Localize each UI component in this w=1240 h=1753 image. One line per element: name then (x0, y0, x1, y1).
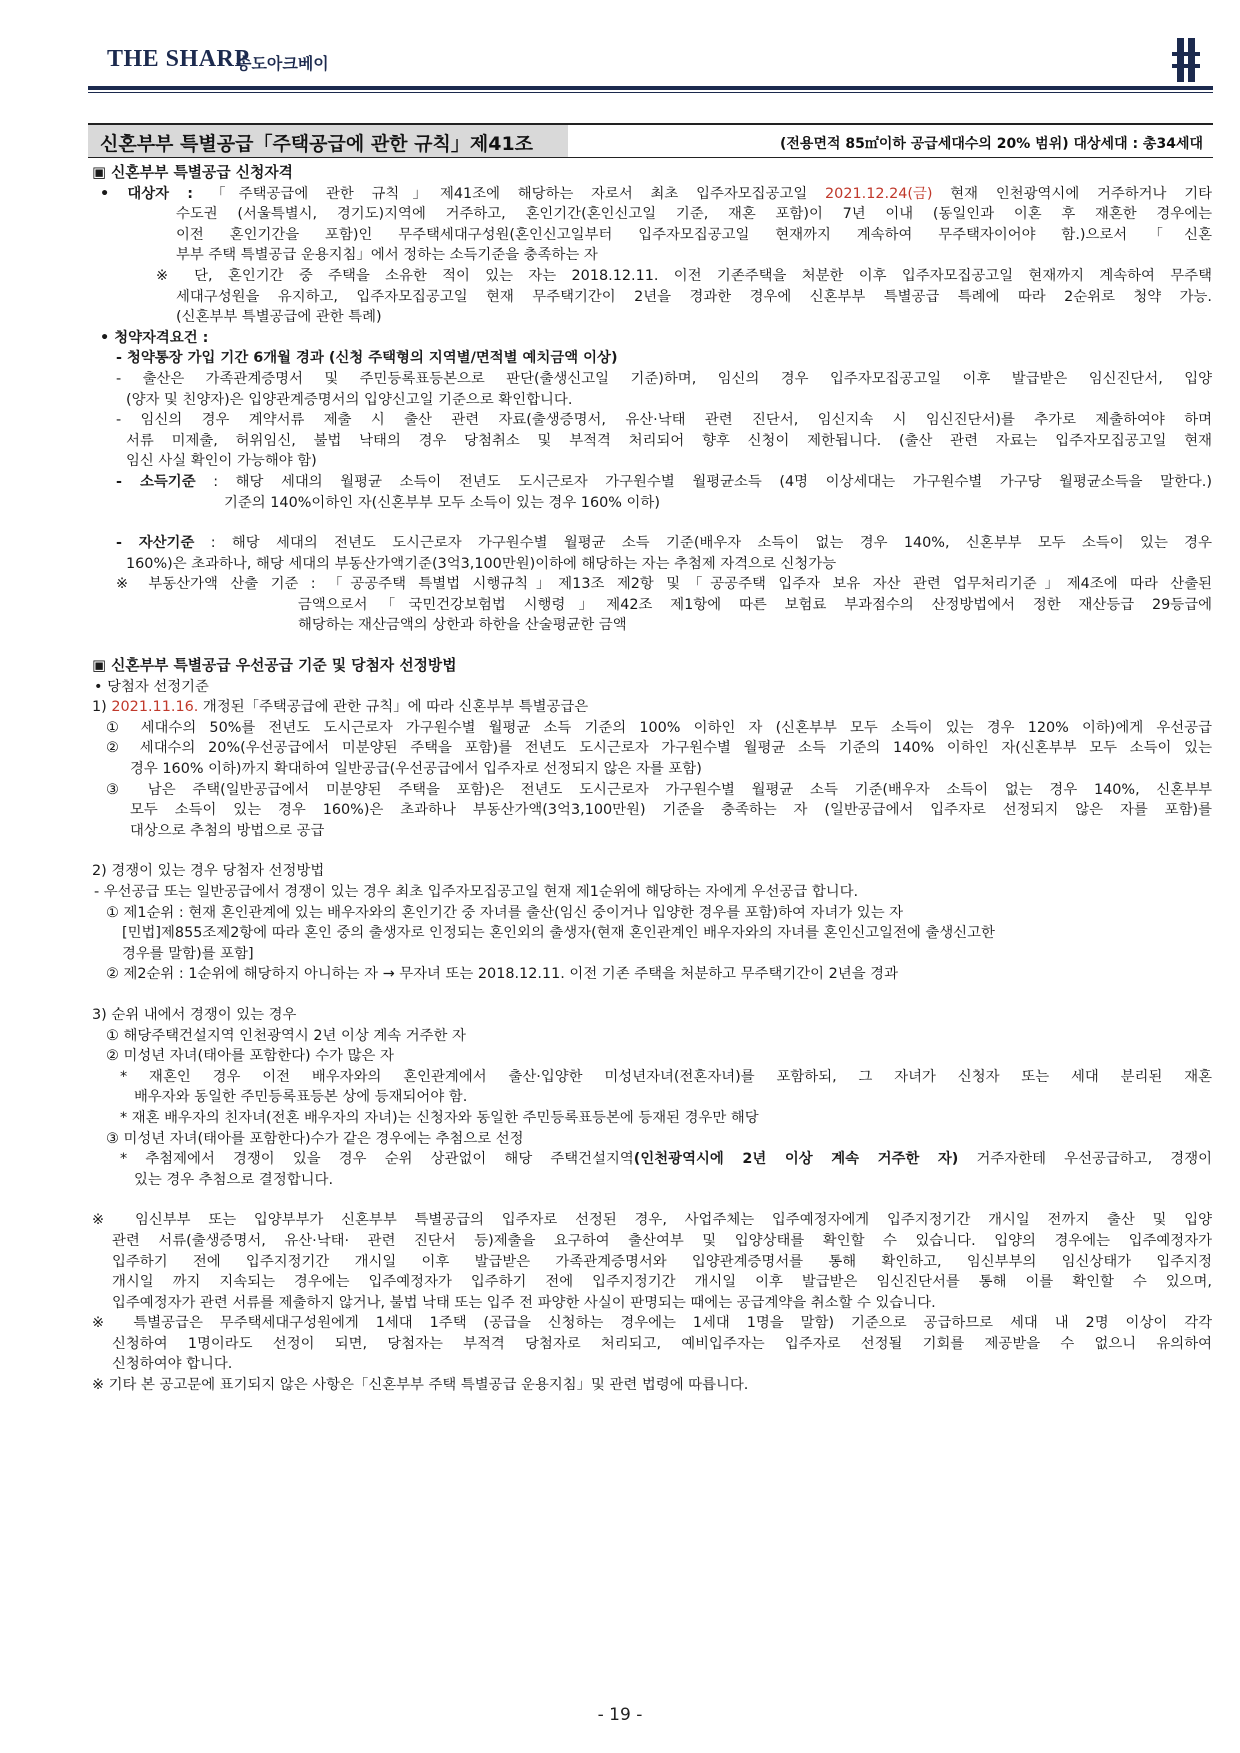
text-line: 경우를 말함)를 포함] (122, 945, 254, 962)
note-line: 신청하여야 합니다. (112, 1356, 233, 1373)
text-line: ※ 부동산가액 산출 기준 : 「공공주택 특별법 시행규칙」제13조 제2항 및「공공주택 입주자 보유 자산 관련 업무처리기준」제4조에 따라 산출된 (116, 576, 1213, 593)
text-line: - 우선공급 또는 일반공급에서 경쟁이 있는 경우 최초 입주자모집공고일 현재 제1순위에 해당하는 자에게 우선공급 합니다. (94, 884, 859, 900)
text-line: 모두 소득이 있는 경우 160%)은 초과하나 부동산가액(3억3,100만원) 기준을 충족하는 자 (일반공급에서 입주자로 선정되지 않은 자를 포함)를 (130, 802, 1212, 819)
section-title-note: (전용면적 85㎡이하 공급세대수의 20% 범위) 대상세대 : 총34세대 (780, 136, 1203, 152)
section-title-bar (88, 123, 1213, 158)
text-line: • 당첨자 선정기준 (94, 678, 209, 695)
note-line: 개시일 까지 지속되는 경우에는 입주예정자가 입주하기 전에 입주지정기간 개시일 이후 발급받은 임신진단서를 통해 이를 확인할 수 있으며, (112, 1274, 1212, 1291)
heading-priority: ▣ 신혼부부 특별공급 우선공급 기준 및 당첨자 선정방법 (92, 657, 457, 675)
header-rule (88, 86, 1213, 90)
text-line: 1) 2021.11.16. 개정된「주택공급에 관한 규칙」에 따라 신혼부부 특별공급은 (92, 699, 589, 716)
text-line: ② 세대수의 20%(우선공급에서 미분양된 주택을 포함)를 전년도 도시근로자 가구원수별 월평균 소득 기준의 140% 이하인 자(신혼부부 모두 소득이 있는 (106, 740, 1212, 757)
subscription-period-line: - 청약통장 가입 기간 6개월 경과 (신청 주택형의 지역별/면적별 예치금액 이상) (116, 350, 618, 367)
text-line: - 임신의 경우 계약서류 제출 시 출산 관련 자료(출생증명서, 유산·낙태 관련 진단서, 임신지속 시 임신진단서)를 추가로 제출하여야 하며 (116, 412, 1212, 429)
text-line: * 재혼 배우자의 친자녀(전혼 배우자의 자녀)는 신청자와 동일한 주민등록표등본에 등재된 경우만 해당 (120, 1109, 759, 1126)
text-line: ※ 단, 혼인기간 중 주택을 소유한 적이 있는 자는 2018.12.11. 이전 기존주택을 처분한 이후 입주자모집공고일 현재까지 계속하여 무주택 (156, 267, 1212, 284)
text-line: ③ 미성년 자녀(태아를 포함한다)수가 같은 경우에는 추첨으로 선정 (106, 1130, 524, 1147)
header-rule-thin (88, 92, 1213, 93)
text-line: - 출산은 가족관계증명서 및 주민등록표등본으로 판단(출생신고일 기준)하며, 임신의 경우 입주자모집공고일 이후 발급받은 임신진단서, 입양 (116, 370, 1212, 387)
text-line: ② 미성년 자녀(태아를 포함한다) 수가 많은 자 (106, 1048, 394, 1065)
asset-criteria-line: - 자산기준 : 해당 세대의 전년도 도시근로자 가구원수별 월평균 소득 기준(배우자 소득이 없는 경우 140%, 신혼부부 모두 소득이 있는 경우 (116, 535, 1212, 552)
text-line: 2) 경쟁이 있는 경우 당첨자 선정방법 (92, 863, 325, 880)
text-line: 160%)은 초과하나, 해당 세대의 부동산가액기준(3억3,100만원)이하에 해당하는 자는 추첨제 자격으로 신청가능 (126, 555, 837, 572)
text-line: 배우자와 동일한 주민등록표등본 상에 등재되어야 함. (134, 1089, 468, 1106)
brand-subtitle: 송도아크베이 (236, 54, 329, 73)
page-number: - 19 - (597, 1705, 643, 1725)
lottery-priority-line: * 추첨제에서 경쟁이 있을 경우 순위 상관없이 해당 주택건설지역(인천광역시에 2년 이상 계속 거주한 자) 거주자한테 우선공급하고, 경쟁이 (120, 1151, 1212, 1168)
note-line: 입주하기 전에 입주지정기간 개시일 이후 발급받은 가족관계증명서와 입양관계증명서를 통해 확인하고, 임신부부의 임신상태가 입주지정 (112, 1253, 1212, 1270)
text-line: (신혼부부 특별공급에 관한 특례) (176, 309, 382, 326)
text-line: 수도권 (서울특별시, 경기도)지역에 거주하고, 혼인기간(혼인신고일 기준, 재혼 포함)이 7년 이내 (동일인과 이혼 후 재혼한 경우에는 (176, 206, 1212, 223)
text-line: [민법]제855조제2항에 따라 혼인 중의 출생자로 인정되는 혼인외의 출생자(현재 혼인관계인 배우자와의 자녀를 혼인신고일전에 출생신고한 (122, 925, 995, 942)
the-sharp-logo-icon (1172, 38, 1200, 82)
text-line: 있는 경우 추첨으로 결정합니다. (134, 1171, 334, 1188)
text-line: ① 세대수의 50%를 전년도 도시근로자 가구원수별 월평균 소득 기준의 100% 이하인 자 (신혼부부 모두 소득이 있는 경우 120% 이하)에게 우선공급 (106, 719, 1212, 736)
note-line: 관련 서류(출생증명서, 유산·낙태· 관련 진단서 등)제출을 요구하여 출산여부 및 입양상태를 확인할 수 있습니다. 입양의 경우에는 입주예정자가 (112, 1232, 1212, 1249)
text-line: 3) 순위 내에서 경쟁이 있는 경우 (92, 1006, 297, 1023)
text-line: 부부 주택 특별공급 운용지침」에서 정하는 소득기준을 충족하는 자 (176, 247, 598, 264)
note-line: ※ 기타 본 공고문에 표기되지 않은 사항은「신혼부부 주택 특별공급 운용지침」및 관련 법령에 따릅니다. (92, 1377, 749, 1394)
income-criteria-line: - 소득기준 : 해당 세대의 월평균 소득이 전년도 도시근로자 가구원수별 월평균소득 (4명 이상세대는 가구원수별 가구당 월평균소득을 말한다.) (116, 473, 1212, 490)
note-line: 신청하여 1명이라도 선정이 되면, 당첨자는 부적격 당첨자로 처리되고, 예비입주자는 입주자로 선정될 기회를 제공받을 수 없으니 유의하여 (112, 1335, 1212, 1352)
text-line: 기준의 140%이하인 자(신혼부부 모두 소득이 있는 경우 160% 이하) (224, 494, 660, 511)
text-line: 이전 혼인기간을 포함)인 무주택세대구성원(혼인신고일부터 입주자모집공고일 현재까지 계속하여 무주택자이어야 함.)으로서「신혼 (176, 226, 1212, 243)
text-line: ③ 남은 주택(일반공급에서 미분양된 주택을 포함)은 전년도 도시근로자 가구원수별 월평균 소득 기준(배우자 소득이 없는 경우 140%, 신혼부부 (106, 781, 1212, 798)
note-line: ※ 특별공급은 무주택세대구성원에게 1세대 1주택 (공급을 신청하는 경우에는 1세대 1명을 말함) 기준으로 공급하므로 세대 내 2명 이상이 각각 (92, 1315, 1212, 1332)
text-line: 해당하는 재산금액의 상한과 하한을 산술평균한 금액 (298, 617, 627, 634)
document-body (92, 163, 1212, 1396)
eligibility-target-line: • 대상자 : 「주택공급에 관한 규칙」제41조에 해당하는 자로서 최초 입주자모집공고일 2021.12.24(금) 현재 인천광역시에 거주하거나 기타 (100, 185, 1212, 202)
text-line: 임신 사실 확인이 가능해야 함) (126, 453, 317, 470)
requirements-label: • 청약자격요건 : (100, 329, 209, 346)
page-header (0, 0, 1240, 95)
note-line: ※ 임신부부 또는 입양부부가 신혼부부 특별공급의 입주자로 선정된 경우, 사업주체는 입주예정자에게 입주지정기간 개시일 전까지 출산 및 입양 (92, 1212, 1212, 1229)
text-line: ② 제2순위 : 1순위에 해당하지 아니하는 자 → 무자녀 또는 2018.12.11. 이전 기존 주택을 처분하고 무주택기간이 2년을 경과 (106, 966, 898, 983)
section-title-box (88, 125, 568, 157)
text-line: 세대구성원을 유지하고, 입주자모집공고일 현재 무주택기간이 2년을 경과한 경우에 신혼부부 특별공급 특례에 따라 2순위로 청약 가능. (176, 288, 1212, 305)
text-line: 금액으로서「국민건강보험법 시행령」제42조 제1항에 따른 보험료 부과점수의 산정방법에서 정한 재산등급 29등급에 (298, 596, 1212, 613)
section-title: 신혼부부 특별공급「주택공급에 관한 규칙」제41조 (100, 133, 534, 155)
text-line: 경우 160% 이하)까지 확대하여 일반공급(우선공급에서 입주자로 선정되지 않은 자를 포함) (130, 761, 702, 778)
text-line: (양자 및 친양자)은 입양관계증명서의 입양신고일 기준으로 확인합니다. (126, 391, 573, 408)
text-line: ① 제1순위 : 현재 혼인관계에 있는 배우자와의 혼인기간 중 자녀를 출산(임신 중이거나 입양한 경우를 포함)하여 자녀가 있는 자 (106, 904, 904, 921)
text-line: ① 해당주택건설지역 인천광역시 2년 이상 계속 거주한 자 (106, 1027, 466, 1044)
text-line: * 재혼인 경우 이전 배우자와의 혼인관계에서 출산·입양한 미성년자녀(전혼자녀)를 포함하되, 그 자녀가 신청자 또는 세대 분리된 재혼 (120, 1068, 1212, 1085)
text-line: 대상으로 추첨의 방법으로 공급 (130, 822, 325, 839)
heading-eligibility: ▣ 신혼부부 특별공급 신청자격 (92, 164, 293, 181)
brand-name: THE SHARP (107, 46, 250, 72)
text-line: 서류 미제출, 허위임신, 불법 낙태의 경우 당첨취소 및 부적격 처리되어 향후 신청이 제한됩니다. (출산 관련 자료는 입주자모집공고일 현재 (126, 432, 1212, 449)
note-line: 입주예정자가 관련 서류를 제출하지 않거나, 불법 낙태 또는 입주 전 파양한 사실이 판명되는 때에는 공급계약을 취소할 수 있습니다. (112, 1294, 936, 1311)
